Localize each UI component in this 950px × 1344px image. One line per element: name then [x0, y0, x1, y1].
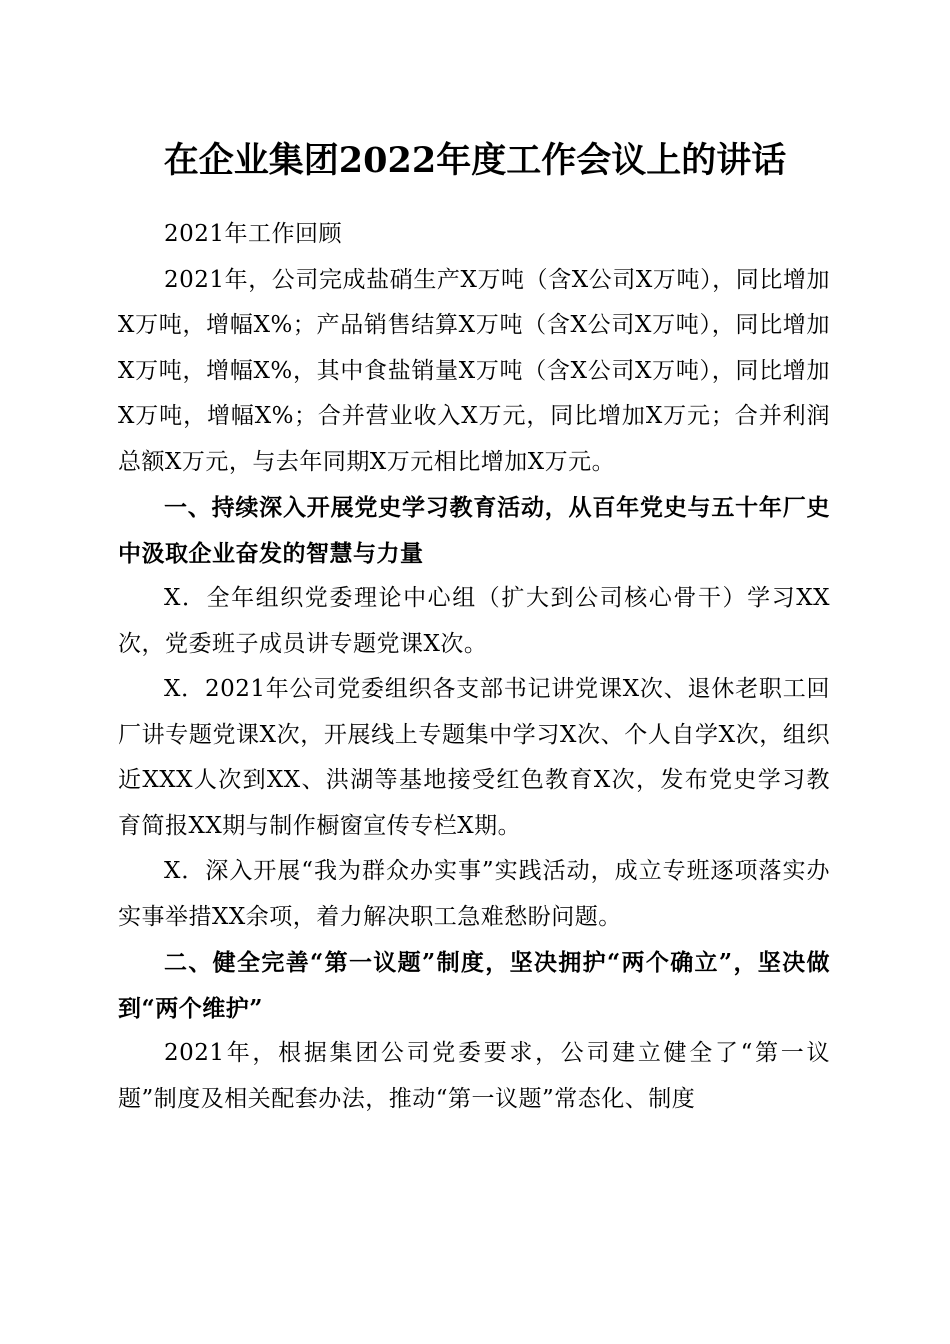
- section-intro-label: 2021年工作回顾: [164, 221, 343, 247]
- item-paragraph: X．2021年公司党委组织各支部书记讲党课X次、退休老职工回厂讲专题党课X次，开展线上专题集中学习X次、个人自学X次，组织近XXX人次到XX、洪湖等基地接受红色教育X次，发布党史学习教育简报XX期与制作橱窗宣传专栏X期。: [118, 676, 830, 839]
- document-body: [118, 212, 830, 1122]
- document-title: 在企业集团2022年度工作会议上的讲话: [163, 140, 787, 181]
- item-paragraph: X．深入开展“我为群众办实事”实践活动，成立专班逐项落实办实事举措XX余项，着力解决职工急难愁盼问题。: [118, 858, 830, 930]
- section-heading-2: 二、健全完善“第一议题”制度，坚决拥护“两个确立”，坚决做到“两个维护”: [118, 949, 830, 1022]
- section-heading-1: 一、持续深入开展党史学习教育活动，从百年党史与五十年厂史中汲取企业奋发的智慧与力量: [118, 494, 830, 567]
- item-paragraph: X．全年组织党委理论中心组（扩大到公司核心骨干）学习XX次，党委班子成员讲专题党课X次。: [118, 585, 830, 657]
- body-paragraph: 2021年，根据集团公司党委要求，公司建立健全了“第一议题”制度及相关配套办法，推动“第一议题”常态化、制度: [118, 1040, 830, 1112]
- review-paragraph: 2021年，公司完成盐硝生产X万吨（含X公司X万吨），同比增加X万吨，增幅X%；产品销售结算X万吨（含X公司X万吨），同比增加X万吨，增幅X%，其中食盐销量X万吨（含X公司X万吨），同比增加X万吨，增幅X%；合并营业收入X万元，同比增加X万元；合并利润总额X万元，与去年同期X万元相比增加X万元。: [118, 266, 830, 475]
